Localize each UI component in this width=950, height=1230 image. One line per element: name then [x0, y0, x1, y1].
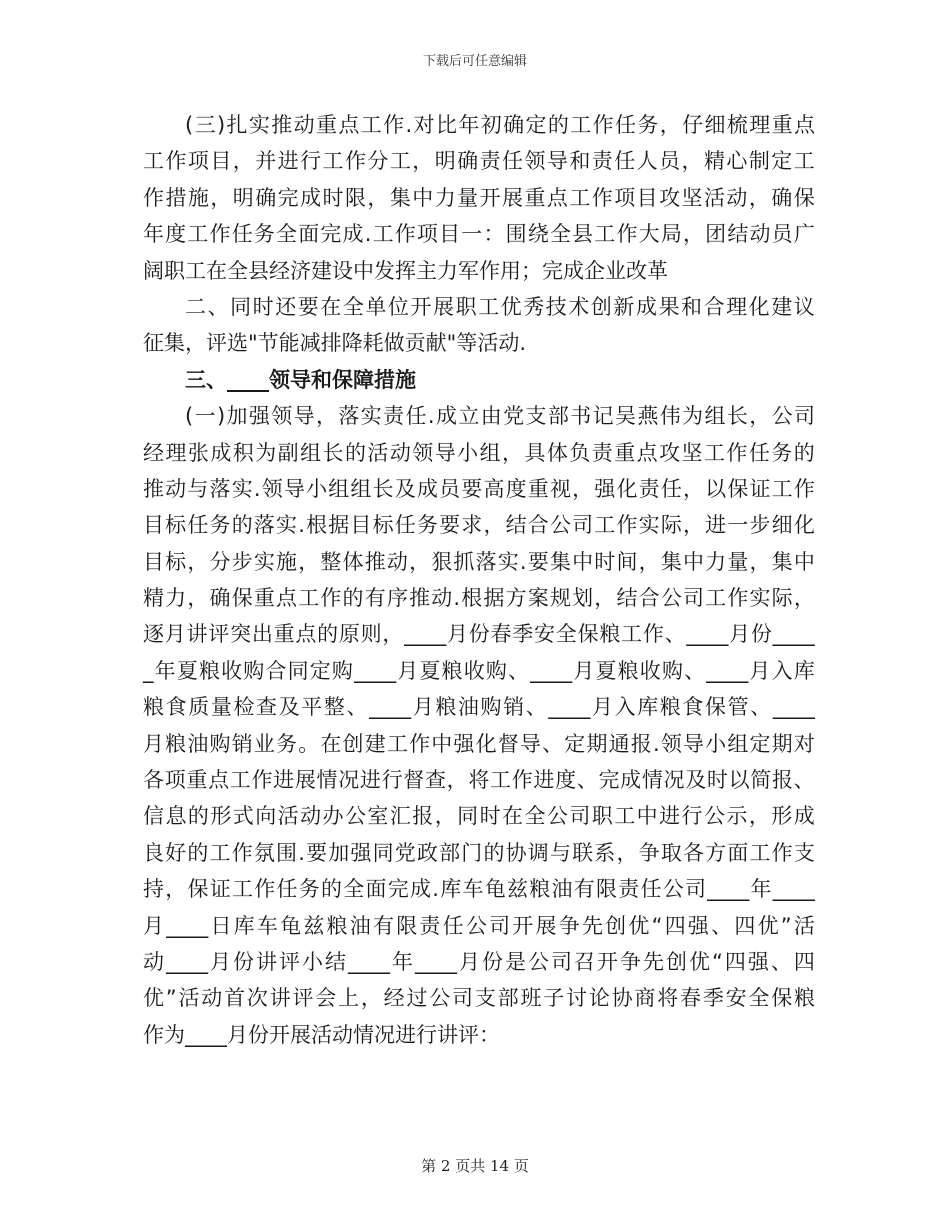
page-footer: 第 2 页共 14 页 [421, 1157, 529, 1175]
document-body [143, 107, 815, 1053]
text-line: 阔 职 工 在 全 县 经 济 建 设 中 发 挥 主 力 军 作 用 ； 完 成 企 业 改 革 [143, 258, 668, 283]
text-line: 征 集 ， 评 选 " 节 能 减 排 降 耗 做 贡 献 " 等 活 动 . [143, 331, 527, 356]
text-line: 持 ， 保 证 工 作 任 务 的 全 面 完 成 . 库 车 龟 兹 粮 油 有 限 责 任 公 司 ____ 年 ____ [143, 877, 815, 902]
text-line: 作 措 施 ， 明 确 完 成 时 限 ， 集 中 力 量 开 展 重 点 工 作 项 目 攻 坚 活 动 ， 确 保 [143, 185, 815, 210]
text-line: ( 一 ) 加 强 领 导 ， 落 实 责 任 . 成 立 由 党 支 部 书 记 吴 燕 伟 为 组 长 ， 公 司 [185, 404, 815, 429]
text-line: 推 动 与 落 实 . 领 导 小 组 组 长 及 成 员 要 高 度 重 视 ， 强 化 责 任 ， 以 保 证 工 作 [143, 476, 815, 501]
section-heading: 三 、 ____ 领 导 和 保 障 措 施 [185, 367, 416, 392]
text-line: 月 粮 油 购 销 业 务 。 在 创 建 工 作 中 强 化 督 导 、 定 期 通 报 . 领 导 小 组 定 期 对 [143, 731, 815, 756]
text-line: 目 标 任 务 的 落 实 . 根 据 目 标 任 务 要 求 ， 结 合 公 司 工 作 实 际 ， 进 一 步 细 化 [143, 513, 815, 538]
page-header: 下载后可任意编辑 [422, 54, 527, 69]
text-line: 年 度 工 作 任 务 全 面 完 成 . 工 作 项 目 一 ： 围 绕 全 县 工 作 大 局 ， 团 结 动 员 广 [143, 222, 815, 247]
text-line: _ 年 夏 粮 收 购 合 同 定 购 ____ 月 夏 粮 收 购 、 ____ 月 夏 粮 收 购 、 ____ 月 入 库 [143, 658, 815, 683]
text-line: 作 为 ____ 月 份 开 展 活 动 情 况 进 行 讲 评 ： [143, 1022, 500, 1047]
text-line: 各 项 重 点 工 作 进 展 情 况 进 行 督 查 ， 将 工 作 进 度 、 完 成 情 况 及 时 以 简 报 、 [143, 768, 815, 793]
text-line: 优 ” 活 动 首 次 讲 评 会 上 ， 经 过 公 司 支 部 班 子 讨 论 协 商 将 春 季 安 全 保 粮 [143, 986, 815, 1011]
text-line: 信 息 的 形 式 向 活 动 办 公 室 汇 报 ， 同 时 在 全 公 司 职 工 中 进 行 公 示 ， 形 成 [143, 804, 815, 829]
text-line: 良 好 的 工 作 氛 围 . 要 加 强 同 党 政 部 门 的 协 调 与 联 系 ， 争 取 各 方 面 工 作 支 [143, 840, 815, 865]
text-line: 经 理 张 成 积 为 副 组 长 的 活 动 领 导 小 组 ， 具 体 负 责 重 点 攻 坚 工 作 任 务 的 [143, 440, 815, 465]
text-line: 粮 食 质 量 检 查 及 平 整 、 ____ 月 粮 油 购 销 、 ____ 月 入 库 粮 食 保 管 、 ____ [143, 695, 815, 720]
text-line: 工 作 项 目 ， 并 进 行 工 作 分 工 ， 明 确 责 任 领 导 和 责 任 人 员 ， 精 心 制 定 工 [143, 149, 815, 174]
text-line: 目 标 ， 分 步 实 施 ， 整 体 推 动 ， 狠 抓 落 实 . 要 集 中 时 间 ， 集 中 力 量 ， 集 中 [143, 549, 815, 574]
text-line: 逐 月 讲 评 突 出 重 点 的 原 则 ， ____ 月 份 春 季 安 全 保 粮 工 作 、 ____ 月 份 ____ [143, 622, 815, 647]
text-line: 月 ____ 日 库 车 龟 兹 粮 油 有 限 责 任 公 司 开 展 争 先 创 优 “ 四 强 、 四 优 ” 活 [143, 913, 815, 938]
text-line: ( 三 ) 扎 实 推 动 重 点 工 作 . 对 比 年 初 确 定 的 工 作 任 务 ， 仔 细 梳 理 重 点 [185, 113, 815, 137]
text-line: 动 ____ 月 份 讲 评 小 结 ____ 年 ____ 月 份 是 公 司 召 开 争 先 创 优 “ 四 强 、 四 [143, 949, 815, 974]
text-line: 二 、 同 时 还 要 在 全 单 位 开 展 职 工 优 秀 技 术 创 新 成 果 和 合 理 化 建 议 [185, 294, 815, 319]
text-line: 精 力 ， 确 保 重 点 工 作 的 有 序 推 动 . 根 据 方 案 规 划 ， 结 合 公 司 工 作 实 际 ， [143, 586, 815, 611]
